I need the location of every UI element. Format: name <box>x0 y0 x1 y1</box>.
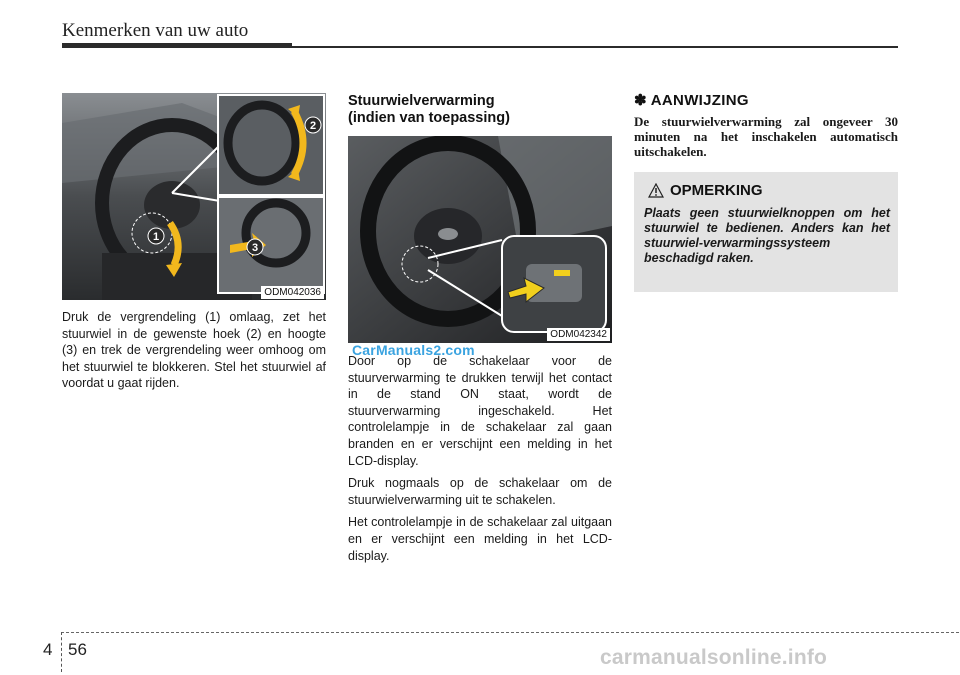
section-heading-heated-wheel <box>348 93 612 127</box>
caution-box <box>634 172 898 292</box>
callout-2-label: 2 <box>309 120 317 132</box>
callout-1-label: 1 <box>152 231 160 243</box>
heated-wheel-paragraph-1: Door op de schakelaar voor de stuurverwarming te drukken terwijl het contact in de stand ON staat, wordt de stuurverwarming ingeschakeld. Het controlelampje in de schakelaar zal gaan branden en er verschijnt een melding in het LCD-display. <box>348 354 612 468</box>
caution-title-label: OPMERKING <box>670 182 763 199</box>
middle-column-text <box>348 353 612 570</box>
section-heading-line1: Stuurwielverwarming <box>348 93 495 109</box>
note-heading-label: AANWIJZING <box>650 92 749 109</box>
warning-triangle-icon <box>648 183 664 202</box>
figure-code-left: ODM042036 <box>261 286 324 299</box>
watermark-carmanualsonline[interactable]: carmanualsonline.info <box>600 646 828 669</box>
note-heading <box>634 91 749 109</box>
footer-chapter-number: 4 <box>43 640 53 659</box>
left-column-text <box>62 309 326 398</box>
footer-rule <box>61 632 959 633</box>
watermark-carmanuals2[interactable]: CarManuals2.com <box>352 342 475 358</box>
callout-3-label: 3 <box>251 242 259 254</box>
footer-page-number: 56 <box>68 640 87 659</box>
note-text: De stuurwielverwarming zal ongeveer 30 minuten na het inschakelen automatisch uitschakelen. <box>634 114 898 159</box>
heated-wheel-paragraph-2: Druk nogmaals op de schakelaar om de stuurwielverwarming uit te schakelen. <box>348 476 612 507</box>
header-rule-thin <box>292 46 898 48</box>
note-star-icon: ✽ <box>634 92 647 109</box>
heated-wheel-paragraph-3: Het controlelampje in de schakelaar zal uitgaan en er verschijnt een melding in het LCD-display. <box>348 515 612 563</box>
caution-text: Plaats geen stuurwielknoppen om het stuurwiel te bedienen. Anders kan het stuurwiel-verwarmingssysteem beschadigd raken. <box>644 206 890 265</box>
figure-code-middle: ODM042342 <box>547 328 610 341</box>
caution-title <box>648 182 763 202</box>
header-rule-thick <box>62 43 292 48</box>
figure-steering-adjust <box>62 93 326 300</box>
page-header-title: Kenmerken van uw auto <box>62 20 249 41</box>
section-heading-line2: (indien van toepassing) <box>348 110 510 126</box>
figure-heated-wheel-switch <box>348 136 612 343</box>
steering-adjust-paragraph: Druk de vergrendeling (1) omlaag, zet het stuurwiel in de gewenste hoek (2) en hoogte (3) en trek de vergrendeling weer omhoog om het stuurwiel te blokkeren. Stel het stuurwiel af voordat u gaat rijden. <box>62 310 326 391</box>
footer-divider <box>61 632 62 672</box>
